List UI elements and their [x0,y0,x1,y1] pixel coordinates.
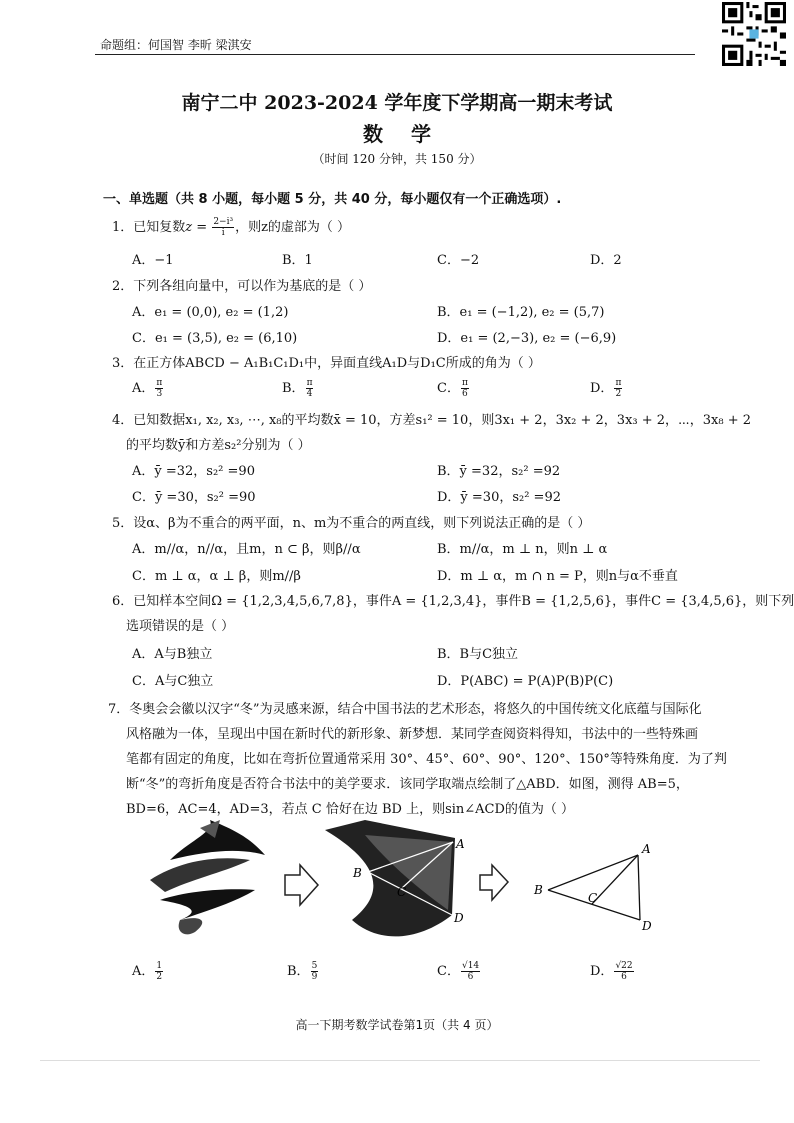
exam-title: 南宁二中 2023-2024 学年度下学期高一期末考试 [181,92,613,114]
q1-option-a: A．−1 [132,253,174,268]
q3-b-den: 4 [306,389,313,399]
q7-d-label: D． [590,964,614,979]
mid-label-a: A [456,837,465,851]
q4-option-d: D．ȳ =30，s₂² =92 [437,490,561,505]
q3-b-label: B． [282,381,305,396]
q5-option-a: A．m//α，n//α，且m，n ⊂ β，则β//α [132,542,361,557]
label-d: D [642,919,652,933]
q3-c-den: 6 [462,389,468,399]
question-7-line5: BD=6，AC=4，AD=3，若点 C 恰好在边 BD 上，则sin∠ACD的值为（ ） [126,802,575,817]
q3-a-den: 3 [156,389,163,399]
q3-option-c [437,377,470,399]
q7-a-label: A． [132,964,155,979]
header-rule [95,54,695,55]
q1-suffix: ，则z的虚部为（ ） [235,220,351,235]
question-7-line1: 7．冬奥会会徽以汉字“冬”为灵感来源，结合中国书法的艺术形态，将悠久的中国传统文化底蕴与国际化 [108,702,702,717]
q3-a-num: π [156,378,163,388]
q3-option-b [282,377,314,399]
label-c: C [588,891,598,905]
question-7-line2: 风格融为一体，呈现出中国在新时代的新形象、新梦想．某同学查阅资料得知，书法中的一些特殊画 [126,727,699,742]
q7-a-den: 2 [156,972,163,982]
q7-figure [140,820,700,950]
q7-c-den: 6 [467,972,474,982]
page-footer: 高一下期考数学试卷第1页（共 4 页） [295,1018,499,1032]
q3-c-fraction [461,378,469,399]
q7-option-c [437,960,481,982]
q6-option-b: B．B与C独立 [437,647,519,662]
q4-option-b: B．ȳ =32，s₂² =92 [437,464,561,479]
q7-c-label: C． [437,964,460,979]
q7-c-num: √14 [461,961,480,971]
q4-option-a: A．ȳ =32，s₂² =90 [132,464,255,479]
q7-b-den: 9 [311,972,318,982]
q1-denominator: i [221,228,225,238]
question-5-stem: 5．设α、β为不重合的两平面，n、m为不重合的两直线，则下列说法正确的是（ ） [112,516,591,531]
q7-option-d [590,960,635,982]
q5-option-b: B．m//α，m ⊥ n，则n ⊥ α [437,542,608,557]
q3-b-num: π [306,378,313,388]
q2-option-b: B．e₁ = (−1,2), e₂ = (5,7) [437,305,605,320]
question-4-stem-line1: 4．已知数据x₁, x₂, x₃, ⋯, x₈的平均数x̄ = 10，方差s₁² = 10，则3x₁ + 2，3x₂ + 2，3x₃ + 2，⋯，3x₈ + 2 [112,413,751,428]
triangle-abd-diagram [548,855,640,920]
q2-option-a: A．e₁ = (0,0), e₂ = (1,2) [132,305,289,320]
q6-option-c: C．A与C独立 [132,674,214,689]
q1-option-c: C．−2 [437,253,480,268]
label-a: A [642,842,651,856]
q3-d-fraction [614,378,622,399]
question-7-line4: 断“冬”的弯折角度是否符合书法中的美学要求．该同学取端点绘制了△ABD．如图，测得 AB=5， [126,777,689,792]
q3-a-fraction [155,378,163,399]
q6-option-a: A．A与B独立 [132,647,213,662]
time-note: （时间 120 分钟，共 150 分） [312,152,482,166]
q7-a-num: 1 [156,961,163,971]
question-3-stem: 3．在正方体ABCD − A₁B₁C₁D₁中，异面直线A₁D与D₁C所成的角为（ ） [112,356,541,371]
q7-d-den: 6 [621,972,627,982]
q1-fraction [212,217,234,238]
mid-label-b: B [353,866,362,880]
q3-a-label: A． [132,381,155,396]
q1-option-b: B．1 [282,253,313,268]
q3-option-d [590,377,623,399]
q7-option-a [132,960,164,982]
label-b: B [534,883,543,897]
mid-label-d: D [454,911,464,925]
question-7-line3: 笔都有固定的角度，比如在弯折位置通常采用 30°、45°、60°、90°、120°、150°等特殊角度．为了判 [126,752,727,767]
q6-option-d: D．P(ABC) = P(A)P(B)P(C) [437,674,614,689]
arrow-right-icon [480,865,508,900]
question-4-stem-line2: 的平均数ȳ和方差s₂²分别为（ ） [126,438,311,453]
q3-b-fraction [306,378,314,399]
q7-c-fraction [461,961,480,982]
bottom-rule [40,1060,760,1061]
q2-option-d: D．e₁ = (2,−3), e₂ = (−6,9) [437,331,617,346]
question-2-stem: 2．下列各组向量中，可以作为基底的是（ ） [112,279,372,294]
q7-b-label: B． [287,964,310,979]
q3-d-den: 2 [615,389,622,399]
q7-d-num: √22 [615,961,633,971]
q2-option-c: C．e₁ = (3,5), e₂ = (6,10) [132,331,298,346]
q1-option-d: D．2 [590,253,622,268]
q3-c-label: C． [437,381,460,396]
q3-c-num: π [461,378,468,388]
qr-code-icon [722,2,786,66]
mid-label-c: C [397,885,407,899]
q7-option-b [287,960,319,982]
q7-a-fraction [155,961,163,982]
question-6-stem-line2: 选项错误的是（ ） [126,619,235,634]
committee-header: 命题组：何国智 李昕 梁淇安 [100,38,252,52]
q4-option-c: C．ȳ =30，s₂² =90 [132,490,256,505]
q1-prefix: 1．已知复数 [112,220,186,235]
arrow-right-icon [285,865,318,905]
winter-emblem-image [150,820,265,934]
q3-d-label: D． [590,381,614,396]
section-heading: 一、单选题（共 8 小题，每小题 5 分，共 40 分，每小题仅有一个正确选项）. [103,192,562,207]
q3-option-a [132,377,164,399]
q7-b-num: 5 [311,961,318,971]
question-1-stem: 1．已知复数z = $\frac{\text{2−i³}}{i}$ ，则z的虚部为（ ） [112,217,351,238]
question-6-stem-line1: 6．已知样本空间Ω = {1,2,3,4,5,6,7,8}，事件A = {1,2,3,4}，事件B = {1,2,5,6}，事件C = {3,4,5,6}，则下列 [112,594,794,609]
q7-d-fraction [614,961,633,982]
emblem-with-triangle [325,820,455,936]
q7-b-fraction [311,961,319,982]
subject-title: 数学 [363,122,459,146]
q3-d-num: π [615,378,622,388]
q1-numerator: 2−i³ [213,217,234,227]
q5-option-d: D．m ⊥ α，m ∩ n = P，则n与α不垂直 [437,569,678,584]
q5-option-c: C．m ⊥ α，α ⊥ β，则m//β [132,569,301,584]
